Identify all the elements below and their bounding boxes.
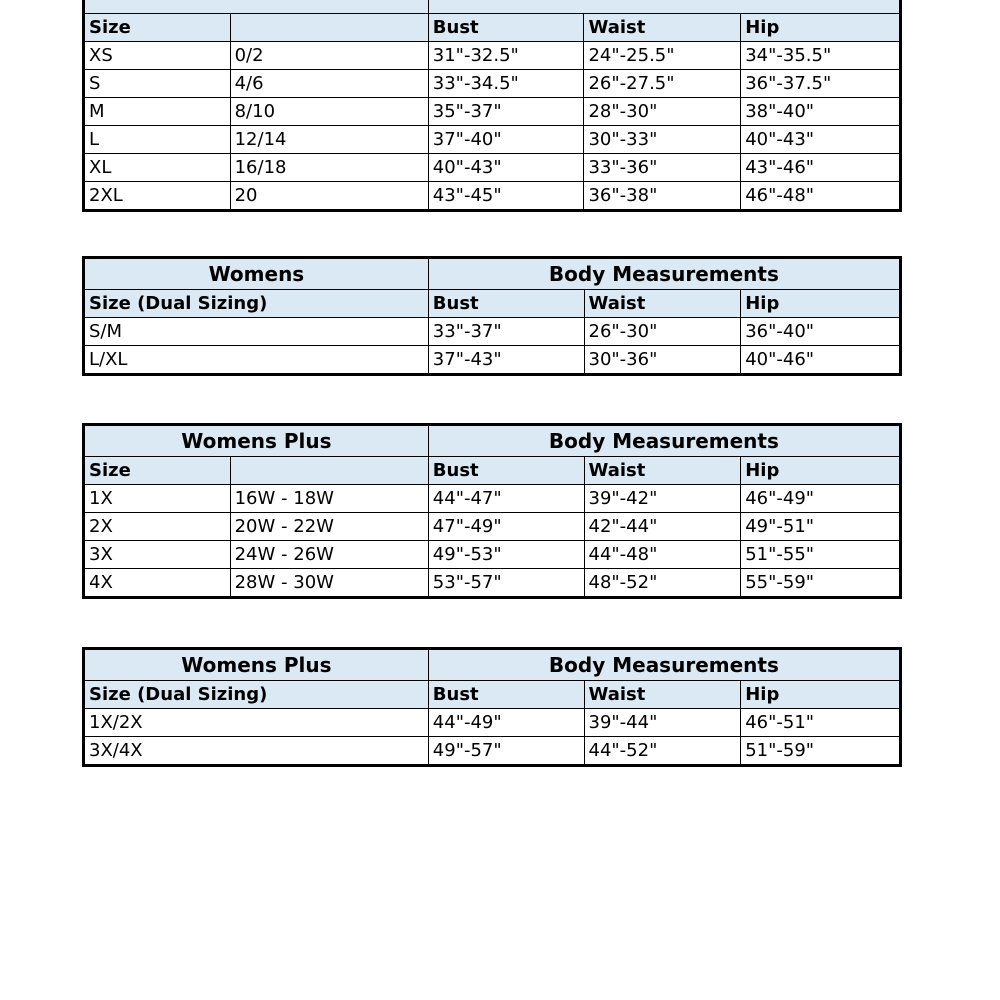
header-bust: Bust — [428, 457, 584, 485]
table-row — [84, 154, 901, 182]
header-size: Size (Dual Sizing) — [84, 681, 429, 709]
table-title-right: Body Measurements — [428, 649, 900, 681]
size-table-womens-plus-dual — [82, 647, 902, 767]
cell-numeric-size: 20 — [230, 182, 428, 211]
cell-waist: 36"-38" — [584, 182, 741, 211]
cell-waist: 33"-36" — [584, 154, 741, 182]
table-row — [84, 346, 901, 375]
cell-bust: 33"-34.5" — [428, 70, 584, 98]
cell-size: 3X — [84, 541, 231, 569]
table-header-row — [84, 457, 901, 485]
table-title-right: Body Measurements — [428, 258, 900, 290]
header-waist: Waist — [584, 290, 741, 318]
cell-size: L/XL — [84, 346, 429, 375]
header-bust: Bust — [428, 14, 584, 42]
table-header-row — [84, 290, 901, 318]
cell-size: S — [84, 70, 231, 98]
cell-size: XS — [84, 42, 231, 70]
cell-size: 2XL — [84, 182, 231, 211]
cell-waist: 39"-44" — [584, 709, 741, 737]
cell-numeric-size: 12/14 — [230, 126, 428, 154]
table-row — [84, 513, 901, 541]
cell-numeric-size: 20W - 22W — [230, 513, 428, 541]
cell-waist: 42"-44" — [584, 513, 741, 541]
cell-waist: 39"-42" — [584, 485, 741, 513]
cell-bust: 31"-32.5" — [428, 42, 584, 70]
table-row — [84, 737, 901, 766]
header-bust: Bust — [428, 681, 584, 709]
cell-hip: 46"-51" — [741, 709, 901, 737]
cell-waist: 44"-52" — [584, 737, 741, 766]
table-row — [84, 485, 901, 513]
table-title-row — [84, 0, 901, 14]
cell-size: XL — [84, 154, 231, 182]
table-title-left: Womens Plus — [84, 425, 429, 457]
header-size: Size — [84, 14, 231, 42]
table-row — [84, 98, 901, 126]
header-size: Size — [84, 457, 231, 485]
cell-bust: 47"-49" — [428, 513, 584, 541]
table-title-right — [428, 0, 900, 14]
table-title-row — [84, 258, 901, 290]
cell-hip: 46"-48" — [741, 182, 901, 211]
cell-bust: 37"-43" — [428, 346, 584, 375]
cell-numeric-size: 24W - 26W — [230, 541, 428, 569]
header-size: Size (Dual Sizing) — [84, 290, 429, 318]
cell-bust: 35"-37" — [428, 98, 584, 126]
cell-bust: 49"-57" — [428, 737, 584, 766]
cell-size: 3X/4X — [84, 737, 429, 766]
table-title-left: Womens Plus — [84, 649, 429, 681]
header-waist: Waist — [584, 14, 741, 42]
cell-hip: 51"-59" — [741, 737, 901, 766]
cell-numeric-size: 4/6 — [230, 70, 428, 98]
cell-bust: 49"-53" — [428, 541, 584, 569]
header-hip: Hip — [741, 681, 901, 709]
cell-numeric-size: 28W - 30W — [230, 569, 428, 598]
cell-waist: 44"-48" — [584, 541, 741, 569]
cell-bust: 53"-57" — [428, 569, 584, 598]
cell-numeric-size: 8/10 — [230, 98, 428, 126]
cell-size: 2X — [84, 513, 231, 541]
cell-waist: 24"-25.5" — [584, 42, 741, 70]
header-hip: Hip — [741, 290, 901, 318]
table-row — [84, 70, 901, 98]
header-bust: Bust — [428, 290, 584, 318]
table-row — [84, 42, 901, 70]
table-title-left: Womens — [84, 258, 429, 290]
table-row — [84, 709, 901, 737]
table-row — [84, 318, 901, 346]
cell-bust: 44"-49" — [428, 709, 584, 737]
header-hip: Hip — [741, 457, 901, 485]
cell-hip: 36"-40" — [741, 318, 901, 346]
cell-waist: 26"-30" — [584, 318, 741, 346]
cell-hip: 40"-46" — [741, 346, 901, 375]
cell-bust: 37"-40" — [428, 126, 584, 154]
table-header-row — [84, 14, 901, 42]
header-waist: Waist — [584, 457, 741, 485]
cell-hip: 38"-40" — [741, 98, 901, 126]
table-row — [84, 182, 901, 211]
cell-hip: 40"-43" — [741, 126, 901, 154]
cell-bust: 44"-47" — [428, 485, 584, 513]
cell-numeric-size: 16W - 18W — [230, 485, 428, 513]
cell-bust: 33"-37" — [428, 318, 584, 346]
cell-waist: 26"-27.5" — [584, 70, 741, 98]
table-row — [84, 569, 901, 598]
table-title-row — [84, 649, 901, 681]
table-title-row — [84, 425, 901, 457]
header-hip: Hip — [741, 14, 901, 42]
cell-size: 1X — [84, 485, 231, 513]
cell-size: M — [84, 98, 231, 126]
size-table-womens — [82, 0, 902, 212]
cell-hip: 46"-49" — [741, 485, 901, 513]
cell-hip: 51"-55" — [741, 541, 901, 569]
cell-size: 4X — [84, 569, 231, 598]
header-numeric-size — [230, 14, 428, 42]
cell-hip: 43"-46" — [741, 154, 901, 182]
cell-size: L — [84, 126, 231, 154]
cell-numeric-size: 0/2 — [230, 42, 428, 70]
cell-bust: 40"-43" — [428, 154, 584, 182]
cell-size: 1X/2X — [84, 709, 429, 737]
cell-waist: 30"-36" — [584, 346, 741, 375]
cell-waist: 30"-33" — [584, 126, 741, 154]
table-header-row — [84, 681, 901, 709]
cell-size: S/M — [84, 318, 429, 346]
cell-bust: 43"-45" — [428, 182, 584, 211]
cell-waist: 28"-30" — [584, 98, 741, 126]
cell-numeric-size: 16/18 — [230, 154, 428, 182]
table-row — [84, 126, 901, 154]
cell-hip: 36"-37.5" — [741, 70, 901, 98]
size-table-womens-plus — [82, 423, 902, 599]
header-waist: Waist — [584, 681, 741, 709]
table-title-left — [84, 0, 429, 14]
cell-hip: 34"-35.5" — [741, 42, 901, 70]
header-numeric-size — [230, 457, 428, 485]
cell-waist: 48"-52" — [584, 569, 741, 598]
cell-hip: 49"-51" — [741, 513, 901, 541]
table-row — [84, 541, 901, 569]
cell-hip: 55"-59" — [741, 569, 901, 598]
table-title-right: Body Measurements — [428, 425, 900, 457]
size-table-womens-dual — [82, 256, 902, 376]
